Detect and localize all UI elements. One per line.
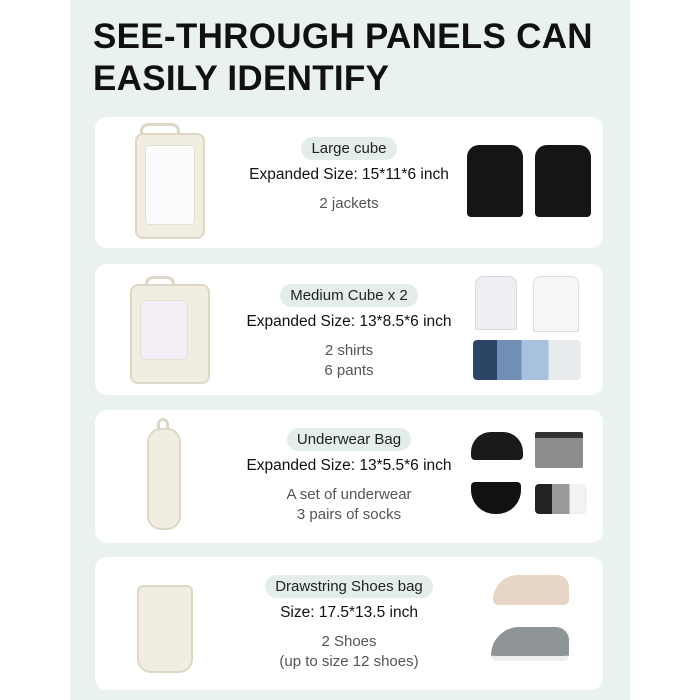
mesh-panel: [145, 145, 195, 225]
item-name: Drawstring Shoes bag: [265, 575, 433, 598]
item-name: Underwear Bag: [287, 428, 411, 451]
item-contents: A set of underwear 3 pairs of socks: [286, 486, 412, 523]
shirt-image: [533, 276, 579, 332]
shoes-bag-image: [137, 585, 193, 673]
page-title: [93, 16, 593, 100]
title-line-2: EASILY IDENTIFY: [93, 59, 390, 98]
shirt-image: [475, 276, 517, 330]
shoes-bag-info: [225, 575, 473, 672]
large-cube-image: [135, 133, 205, 239]
mesh-panel: [140, 300, 188, 360]
card-large-cube: [95, 117, 603, 248]
underwear-bag-info: [225, 428, 473, 525]
item-name: Medium Cube x 2: [280, 284, 418, 307]
socks-image: [535, 484, 587, 514]
item-contents: 2 shirts 6 pants: [324, 342, 374, 379]
jacket-image: [535, 145, 591, 217]
panties-image: [471, 482, 521, 514]
jacket-image: [467, 145, 523, 217]
medium-cube-info: [225, 284, 473, 381]
large-cube-info: [225, 137, 473, 214]
bra-image: [471, 432, 523, 460]
pants-image: [473, 340, 581, 380]
medium-cube-image: [130, 284, 210, 384]
card-shoes-bag: [95, 557, 603, 690]
card-underwear-bag: [95, 410, 603, 543]
item-size: Expanded Size: 13*8.5*6 inch: [246, 313, 452, 330]
shoe-image: [493, 575, 569, 605]
sneaker-image: [491, 627, 569, 661]
item-size: Expanded Size: 13*5.5*6 inch: [246, 457, 452, 474]
underwear-bag-image: [147, 428, 181, 530]
item-contents: 2 Shoes (up to size 12 shoes): [279, 633, 419, 670]
card-medium-cube: [95, 264, 603, 395]
item-name: Large cube: [301, 137, 396, 160]
item-size: Expanded Size: 15*11*6 inch: [249, 166, 449, 183]
item-contents: 2 jackets: [319, 195, 379, 212]
item-size: Size: 17.5*13.5 inch: [280, 604, 418, 621]
boxer-image: [535, 432, 583, 468]
title-line-1: SEE-THROUGH PANELS CAN: [93, 17, 593, 56]
